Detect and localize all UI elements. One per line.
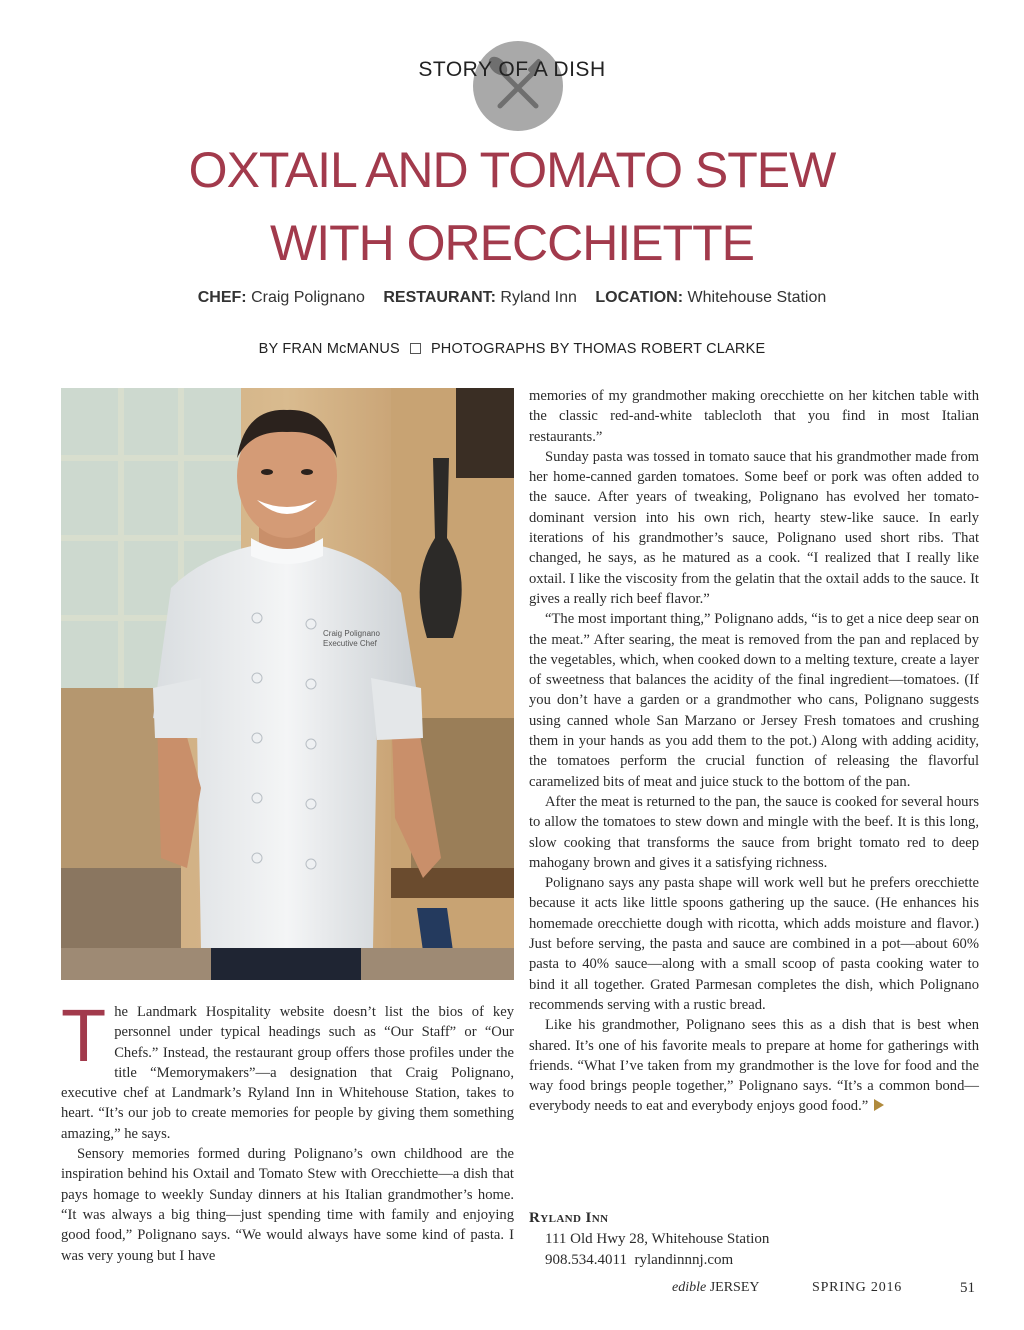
credits bbox=[0, 341, 1024, 357]
article-paragraph: Like his grandmother, Polignano sees this as a dish that is best when shared. It’s one of his favorite meals to prepare at home for gatherings with friends. “What I’ve taken from my grandmother is the love for food and the way food brings people together,” Polignano says. “It’s a common bond—everybody needs to eat and everybody enjoys good food.” bbox=[529, 1017, 979, 1115]
publication-name: edible JERSEY bbox=[672, 1280, 760, 1295]
page-footer bbox=[0, 1280, 1024, 1302]
venue-name: Ryland Inn bbox=[529, 1210, 609, 1226]
jacket-embroidery-line-1: Craig Polignano bbox=[323, 629, 380, 638]
location-label: LOCATION: bbox=[595, 289, 684, 306]
restaurant-label: RESTAURANT: bbox=[383, 289, 496, 306]
byline: BY FRAN McMANUS bbox=[258, 341, 400, 357]
article-paragraph: After the meat is returned to the pan, the sauce is cooked for several hours to allow the tomatoes to stew down and mingle with the beef. It is this long, slow cooking that transforms the sauce from bright tomato red to deep mahogany brown and gives it a satisfying richness. bbox=[529, 793, 979, 871]
restaurant-info bbox=[529, 1208, 949, 1271]
section-header bbox=[0, 40, 1024, 132]
article-paragraph: Sensory memories formed during Polignano’s own childhood are the inspiration behind his Oxtail and Tomato Stew with Orecchiette—a dish that pays homage to weekly Sunday dinners at his Italian grandmother’s home. “It was always a big thing—just spending time with family and enjoying good food,” Polignano says. “We would always have some kind of pasta. I was very young but I have bbox=[61, 1146, 514, 1264]
separator-box-icon bbox=[410, 343, 421, 354]
photo-credit: PHOTOGRAPHS BY THOMAS ROBERT CLARKE bbox=[430, 341, 766, 357]
end-mark-icon bbox=[874, 1099, 884, 1111]
venue-website[interactable]: rylandinnnj.com bbox=[634, 1252, 734, 1268]
venue-phone: 908.534.4011 bbox=[545, 1252, 627, 1268]
article-paragraph: memories of my grandmother making orecchiette on her kitchen table with the classic red-and-white tablecloth that you find in most Italian restaurants.” bbox=[529, 388, 979, 445]
chef-photo bbox=[61, 388, 514, 980]
location-name: Whitehouse Station bbox=[687, 289, 827, 306]
venue-contact bbox=[529, 1250, 949, 1271]
article-left-column bbox=[61, 994, 514, 1266]
headline bbox=[60, 134, 964, 280]
drop-cap: T bbox=[61, 994, 107, 1077]
article-paragraph: Polignano says any pasta shape will work well but he prefers orecchiette because it acts like little spoons gathering up the sauce. (He enhances his homemade orecchiette dough with ricotta, which adds moisture and flavor.) Just before serving, the pasta and sauce are combined in a pot—about 60% pasta to 40% sauce—along with a small scoop of pasta cooking water to bind it all together. Grated Parmesan completes the dish, which Polignano recommends serving with a rustic bread. bbox=[529, 875, 979, 1013]
issue-label: SPRING 2016 bbox=[812, 1280, 903, 1295]
dish-meta bbox=[0, 289, 1024, 307]
venue-address: 111 Old Hwy 28, Whitehouse Station bbox=[545, 1231, 770, 1247]
page-number: 51 bbox=[960, 1280, 975, 1296]
jacket-embroidery-line-2: Executive Chef bbox=[323, 639, 377, 648]
headline-line-2: WITH ORECCHIETTE bbox=[270, 215, 754, 271]
article-paragraph: “The most important thing,” Polignano adds, “is to get a nice deep sear on the meat.” After searing, the meat is removed from the pan and replaced by the vegetables, which, when cooked down to a melting texture, create a layer of sweetness that balances the acidity of the final ingredient—tomatoes. (If you don’t have a garden or a grandmother who cans, Polignano suggests using canned whole San Marzano or Jersey Fresh tomatoes and crushing them in your hands as you add them to the pot.) Along with adding acidity, the tomatoes perform the crucial function of releasing the flavorful caramelized bits of meat and juice stuck to the bottom of the pan. bbox=[529, 611, 979, 790]
article-paragraph: The Landmark Hospitality website doesn’t list the bios of key personnel under typical headings such as “Our Staff” or “Our Chefs.” Instead, the restaurant group offers those profiles under the title “Memorymakers”—a designation that Craig Polignano, executive chef at Landmark’s Ryland Inn in Whitehouse Station, takes to heart. “It’s our job to create memories for people by giving them something amazing,” he says. bbox=[61, 994, 514, 1142]
chef-label: CHEF: bbox=[197, 289, 247, 306]
article-paragraph: Sunday pasta was tossed in tomato sauce that his grandmother made from her home-canned garden tomatoes. Some beef or pork was often added to the sauce. After years of tweaking, Polignano has evolved her tomato-dominant version into his own rich, hearty stew-like sauce. In early iterations of his grandmother’s sauce, Polignano used short ribs. That changed, he says, as he matured as a cook. “I realized that I really like oxtail. I like the viscosity from the gelatin that the oxtail adds to the sauce. It gives a really rich beef flavor.” bbox=[529, 448, 979, 607]
chef-name: Craig Polignano bbox=[251, 289, 365, 306]
restaurant-name: Ryland Inn bbox=[500, 289, 577, 306]
fork-knife-icon bbox=[472, 40, 564, 132]
headline-line-1: OXTAIL AND TOMATO STEW bbox=[188, 142, 836, 198]
article-right-column bbox=[529, 386, 979, 1117]
section-label: STORY OF A DISH bbox=[418, 58, 606, 81]
